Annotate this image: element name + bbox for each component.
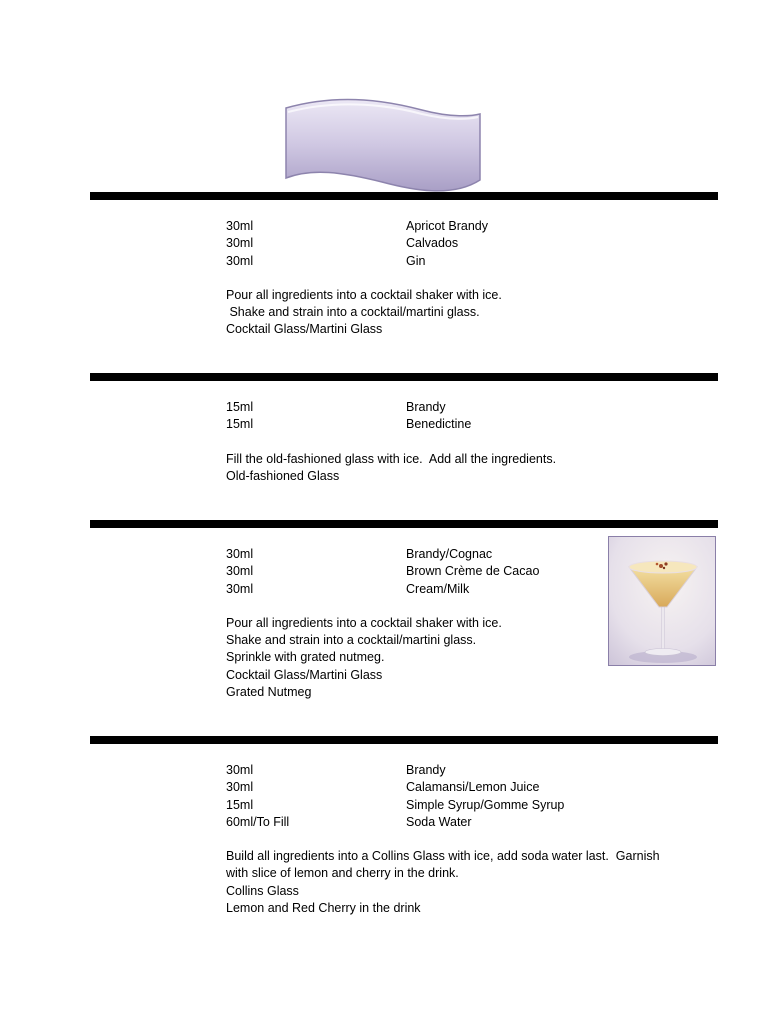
ingredient-name: Brandy	[406, 763, 446, 777]
ingredient-list	[226, 399, 696, 434]
instruction-line: Cocktail Glass/Martini Glass	[226, 322, 383, 337]
ingredient-list	[226, 218, 696, 270]
ingredient-quantity: 30ml	[226, 253, 254, 268]
ingredient-row	[226, 779, 696, 796]
recipe-section-4	[226, 762, 696, 917]
instruction-line: Shake and strain into a cocktail/martini glass.	[226, 305, 480, 320]
ingredient-name: Brandy	[406, 400, 446, 414]
ingredient-quantity: 15ml	[226, 417, 254, 432]
ingredient-list	[226, 762, 696, 831]
ingredient-row	[226, 218, 696, 235]
instruction-line: Old-fashioned Glass	[226, 468, 340, 483]
instruction-line: with slice of lemon and cherry in the drink.	[226, 866, 459, 881]
instructions	[226, 287, 696, 339]
ingredient-quantity: 30ml	[226, 547, 254, 561]
martini-glass-photo	[608, 536, 716, 666]
ingredient-name: Calamansi/Lemon Juice	[406, 780, 540, 795]
wave-banner	[282, 98, 484, 194]
ingredient-row	[226, 797, 696, 814]
instruction-line: Sprinkle with grated nutmeg.	[226, 650, 385, 665]
instruction-line: Fill the old-fashioned glass with ice. Add all the ingredients.	[226, 451, 557, 466]
ingredient-quantity: 60ml/To Fill	[226, 814, 290, 829]
ingredient-quantity: 30ml	[226, 780, 254, 795]
ingredient-name: Brown Crème de Cacao	[406, 564, 540, 579]
ingredient-quantity: 30ml	[226, 564, 254, 579]
ingredient-quantity: 15ml	[226, 797, 254, 812]
recipe-section-2	[226, 399, 696, 485]
instruction-line: Shake and strain into a cocktail/martini glass.	[226, 633, 477, 648]
ingredient-row	[226, 399, 696, 416]
ingredient-quantity: 30ml	[226, 581, 254, 596]
ingredient-row	[226, 235, 696, 252]
ingredient-name: Simple Syrup/Gomme Syrup	[406, 797, 565, 812]
section-divider-4	[90, 736, 718, 744]
ingredient-row	[226, 416, 696, 433]
ingredient-quantity: 30ml	[226, 763, 254, 777]
ingredient-quantity: 15ml	[226, 400, 254, 414]
ingredient-row	[226, 814, 696, 831]
instruction-line: Build all ingredients into a Collins Glass with ice, add soda water last. Garnish	[226, 849, 660, 864]
instruction-line: Lemon and Red Cherry in the drink	[226, 901, 421, 916]
ingredient-name: Calvados	[406, 236, 459, 251]
instruction-line: Pour all ingredients into a cocktail shaker with ice.	[226, 287, 502, 302]
recipe-section-1	[226, 218, 696, 339]
ingredient-name: Soda Water	[406, 814, 472, 829]
section-divider-1	[90, 192, 718, 200]
ingredient-name: Cream/Milk	[406, 581, 470, 596]
instruction-line: Collins Glass	[226, 883, 299, 898]
instruction-line: Cocktail Glass/Martini Glass	[226, 667, 383, 682]
ingredient-name: Benedictine	[406, 417, 472, 432]
ingredient-name: Brandy/Cognac	[406, 547, 493, 561]
ingredient-name: Gin	[406, 253, 426, 268]
ingredient-quantity: 30ml	[226, 236, 254, 251]
ingredient-row	[226, 762, 696, 779]
instruction-line: Pour all ingredients into a cocktail shaker with ice.	[226, 615, 502, 630]
section-divider-2	[90, 373, 718, 381]
instructions	[226, 848, 696, 917]
instruction-line: Grated Nutmeg	[226, 685, 312, 700]
cocktail-illustration	[609, 537, 715, 665]
ingredient-row	[226, 253, 696, 270]
instructions	[226, 451, 696, 486]
ingredient-quantity: 30ml	[226, 219, 254, 233]
ingredient-name: Apricot Brandy	[406, 219, 488, 233]
section-divider-3	[90, 520, 718, 528]
